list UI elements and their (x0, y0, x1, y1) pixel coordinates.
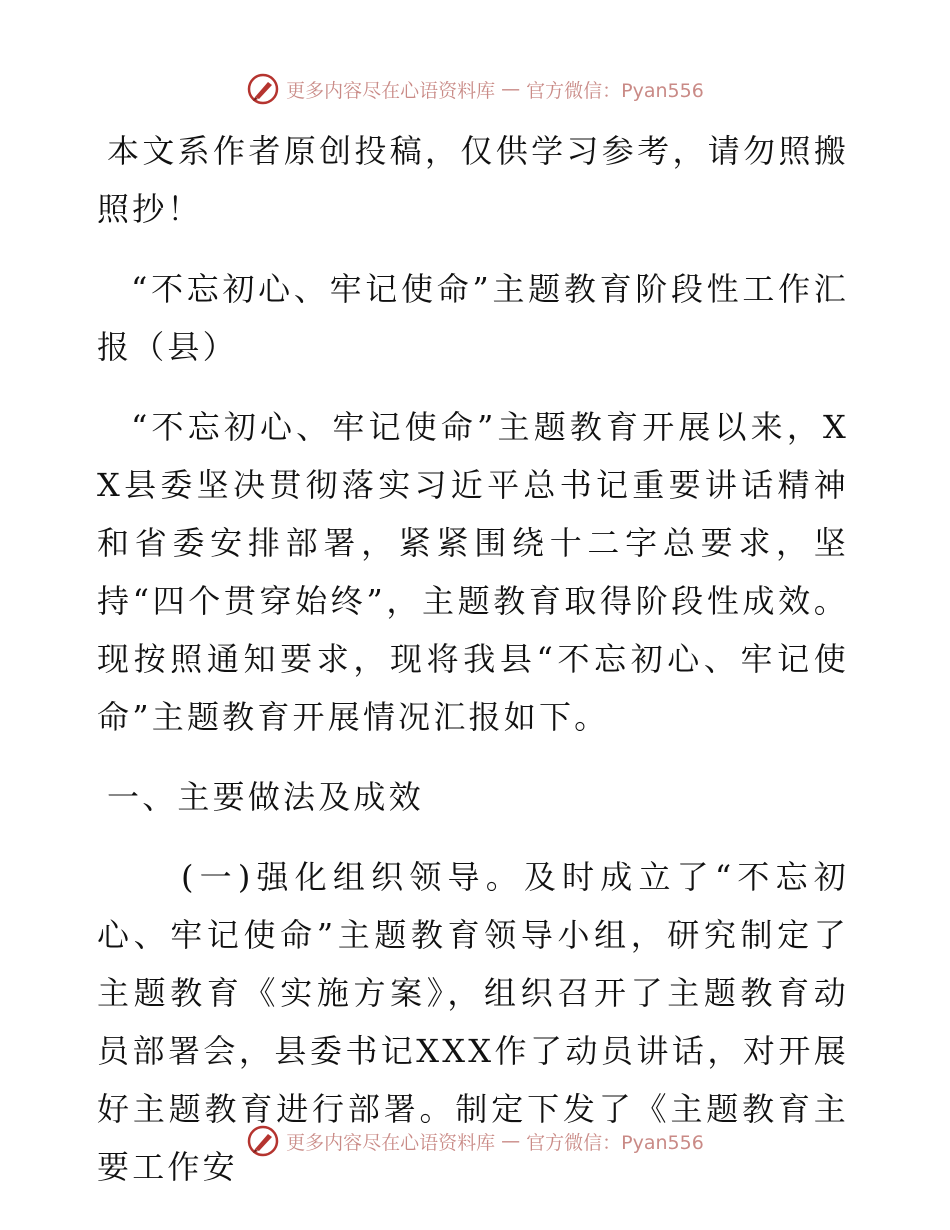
document-title: “不忘初心、牢记使命”主题教育阶段性工作汇报（县） (97, 270, 849, 366)
intro-paragraph: “不忘初心、牢记使命”主题教育开展以来，XX县委坚决贯彻落实习近平总书记重要讲话精神和省委安排部署，紧紧围绕十二字总要求，坚持“四个贯穿始终”，主题教育取得阶段性成效。现按照通知要求，现将我县“不忘初心、牢记使命”主题教育开展情况汇报如下。 (97, 408, 849, 736)
pen-logo-icon (246, 1124, 280, 1158)
watermark-wechat: 官方微信：Pyan556 (526, 1131, 704, 1154)
document-body (97, 122, 849, 1196)
pen-logo-icon (246, 72, 280, 106)
footer-watermark (0, 1124, 950, 1158)
section-heading: 一、主要做法及成效 (107, 778, 424, 816)
watermark-brand: 更多内容尽在心语资料库 (286, 79, 496, 102)
watermark-separator: — (501, 1130, 521, 1152)
header-watermark (0, 72, 950, 106)
section-paragraph: (一)强化组织领导。及时成立了“不忘初心、牢记使命”主题教育领导小组，研究制定了主题教育《实施方案》，组织召开了主题教育动员部署会，县委书记XXX作了动员讲话，对开展好主题教育进行部署。制定下发了《主题教育主要工作安 (97, 858, 849, 1186)
watermark-wechat: 官方微信：Pyan556 (526, 79, 704, 102)
watermark-separator: — (501, 78, 521, 100)
copyright-notice: 本文系作者原创投稿，仅供学习参考，请勿照搬照抄！ (97, 132, 849, 228)
watermark-brand: 更多内容尽在心语资料库 (286, 1131, 496, 1154)
